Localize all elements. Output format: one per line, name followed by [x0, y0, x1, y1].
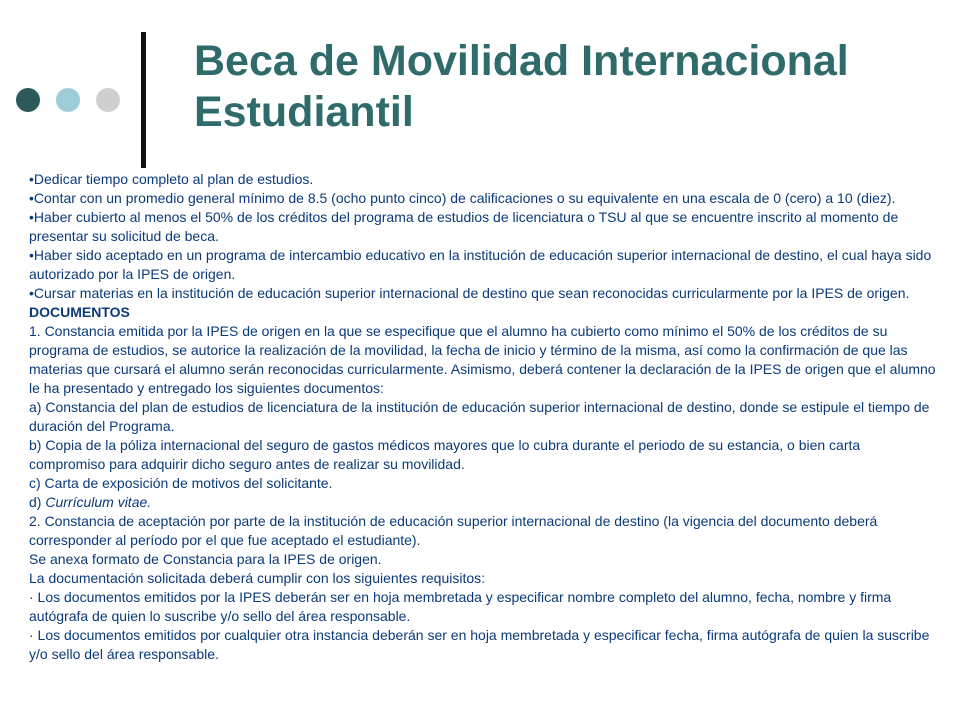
requirement-item: •Dedicar tiempo completo al plan de estudios.	[29, 171, 314, 187]
requirement-item: •Contar con un promedio general mínimo de 8.5 (ocho punto cinco) de calificaciones o su equivalente en una escala de 0 (cero) a 10 (diez).	[29, 190, 896, 206]
requirement-item: •Cursar materias en la institución de educación superior internacional de destino que sean reconocidas curricularmente por la IPES de origen.	[29, 285, 910, 301]
dot-gray-icon	[96, 88, 120, 112]
dot-light-icon	[56, 88, 80, 112]
requirements-text	[29, 170, 939, 664]
document-subitem: c) Carta de exposición de motivos del solicitante.	[29, 475, 333, 491]
cv-item-text: d) Currículum vitae.	[29, 494, 152, 510]
requisite-item: · Los documentos emitidos por la IPES deberán ser en hoja membretada y especificar nombre completo del alumno, fecha, nombre y firma autógrafa de quien lo suscribe y/o sello del área responsable.	[29, 589, 892, 624]
document-item: 2. Constancia de aceptación por parte de la institución de educación superior internacional de destino (la vigencia del documento deberá corresponder al período por el que fue aceptado el estudiante).	[29, 513, 878, 548]
requisite-item: · Los documentos emitidos por cualquier otra instancia deberán ser en hoja membretada y especificar fecha, firma autógrafa de quien la suscribe y/o sello del área responsable.	[29, 627, 930, 662]
requirement-item: •Haber cubierto al menos el 50% de los créditos del programa de estudios de licenciatura o TSU al que se encuentre inscrito al momento de presentar su solicitud de beca.	[29, 209, 899, 244]
page-title: Beca de Movilidad Internacional Estudiantil	[194, 37, 849, 136]
document-subitem: b) Copia de la póliza internacional del seguro de gastos médicos mayores que lo cubra durante el periodo de su estancia, o bien carta compromiso para adquirir dicho seguro antes de realizar su movilidad.	[29, 437, 861, 472]
requisites-intro: La documentación solicitada deberá cumplir con los siguientes requisitos:	[29, 570, 486, 586]
document-subitem	[29, 493, 939, 512]
dot-dark-icon	[16, 88, 40, 112]
document-subitem: a) Constancia del plan de estudios de licenciatura de la institución de educación superior internacional de destino, donde se estipule el tiempo de duración del Programa.	[29, 399, 930, 434]
requirement-item: •Haber sido aceptado en un programa de intercambio educativo en la institución de educación superior internacional de destino, el cual haya sido autorizado por la IPES de origen.	[29, 247, 932, 282]
documents-heading: DOCUMENTOS	[29, 304, 130, 320]
decorative-dots	[16, 88, 126, 114]
annex-note: Se anexa formato de Constancia para la IPES de origen.	[29, 551, 382, 567]
title-divider	[141, 32, 146, 168]
document-item: 1. Constancia emitida por la IPES de origen en la que se especifique que el alumno ha cubierto como mínimo el 50% de los créditos de su programa de estudios, se autorice la realización de la movilidad, la fecha de inicio y término de la misma, así como la confirmación de que las materias que cursará el alumno serán reconocidas curricularmente. Asimismo, deberá contener la declaración de la IPES de origen que el alumno le ha presentado y entregado los siguientes documentos:	[29, 323, 936, 396]
